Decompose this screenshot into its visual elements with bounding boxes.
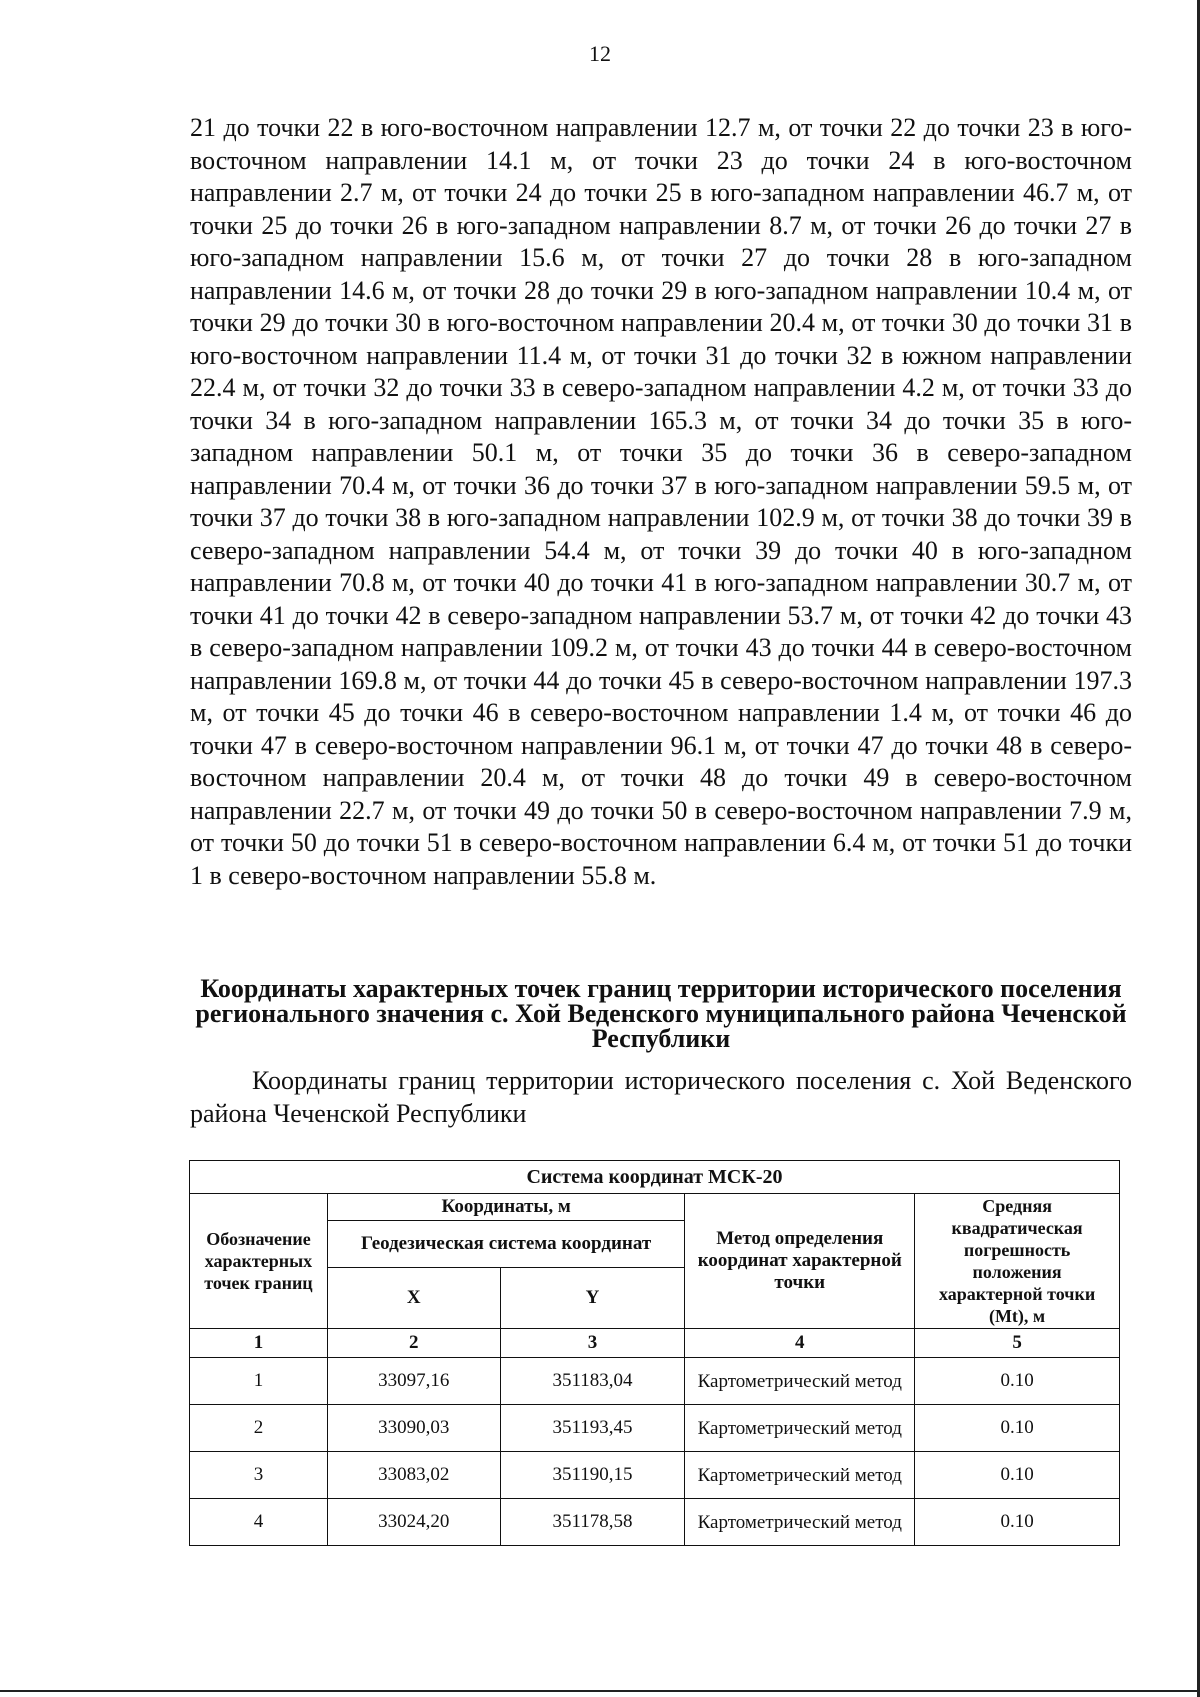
error-cell: 0.10 <box>915 1452 1120 1499</box>
page-bottom-edge <box>0 1690 1200 1692</box>
intro-paragraph: Координаты границ территории исторического поселения с. Хой Веденского района Чеченской Республики <box>190 1066 1132 1128</box>
table-row <box>190 1405 1120 1452</box>
coord-x: 33097,16 <box>327 1358 500 1405</box>
section-heading: Координаты характерных точек границ территории исторического поселения регионального значения с. Хой Веденского муниципального района Чеченской Республики <box>195 974 1127 1053</box>
header-y: Y <box>500 1268 685 1329</box>
point-number: 4 <box>190 1499 328 1546</box>
index-cell: 4 <box>685 1329 915 1358</box>
index-cell: 5 <box>915 1329 1120 1358</box>
index-cell: 3 <box>500 1329 685 1358</box>
index-cell: 1 <box>190 1329 328 1358</box>
coordinate-system-title: Система координат МСК-20 <box>190 1161 1120 1194</box>
method-cell: Картометрический метод <box>685 1452 915 1499</box>
index-cell: 2 <box>327 1329 500 1358</box>
coordinates-table <box>189 1160 1120 1546</box>
table-row <box>190 1358 1120 1405</box>
header-designation: Обозначение характерных точек границ <box>190 1194 328 1329</box>
coord-x: 33090,03 <box>327 1405 500 1452</box>
body-paragraph: 21 до точки 22 в юго-восточном направлении 12.7 м, от точки 22 до точки 23 в юго-восточном направлении 14.1 м, от точки 23 до точки 24 в юго-восточном направлении 2.7 м, от точки 24 до точки 25 в юго-западном направлении 46.7 м, от точки 25 до точки 26 в юго-западном направлении 8.7 м, от точки 26 до точки 27 в юго-западном направлении 15.6 м, от точки 27 до точки 28 в юго-западном направлении 14.6 м, от точки 28 до точки 29 в юго-западном направлении 10.4 м, от точки 29 до точки 30 в юго-восточном направлении 20.4 м, от точки 30 до точки 31 в юго-восточном направлении 11.4 м, от точки 31 до точки 32 в южном направлении 22.4 м, от точки 32 до точки 33 в северо-западном направлении 4.2 м, от точки 33 до точки 34 в юго-западном направлении 165.3 м, от точки 34 до точки 35 в юго-западном направлении 50.1 м, от точки 35 до точки 36 в северо-западном направлении 70.4 м, от точки 36 до точки 37 в юго-западном направлении 59.5 м, от точки 37 до точки 38 в юго-западном направлении 102.9 м, от точки 38 до точки 39 в северо-западном направлении 54.4 м, от точки 39 до точки 40 в юго-западном направлении 70.8 м, от точки 40 до точки 41 в юго-западном направлении 30.7 м, от точки 41 до точки 42 в северо-западном направлении 53.7 м, от точки 42 до точки 43 в северо-западном направлении 109.2 м, от точки 43 до точки 44 в северо-восточном направлении 169.8 м, от точки 44 до точки 45 в северо-восточном направлении 197.3 м, от точки 45 до точки 46 в северо-восточном направлении 1.4 м, от точки 46 до точки 47 в северо-восточном направлении 96.1 м, от точки 47 до точки 48 в северо-восточном направлении 20.4 м, от точки 48 до точки 49 в северо-восточном направлении 22.7 м, от точки 49 до точки 50 в северо-восточном направлении 7.9 м, от точки 50 до точки 51 в северо-восточном направлении 6.4 м, от точки 51 до точки 1 в северо-восточном направлении 55.8 м. <box>190 113 1132 890</box>
header-x: X <box>327 1268 500 1329</box>
table-row <box>190 1452 1120 1499</box>
header-method: Метод определения координат характерной точки <box>685 1194 915 1329</box>
page-number: 12 <box>589 41 611 66</box>
method-cell: Картометрический метод <box>685 1358 915 1405</box>
header-error: Средняя квадратическая погрешность положения характерной точки (Mt), м <box>915 1194 1120 1329</box>
method-cell: Картометрический метод <box>685 1499 915 1546</box>
point-number: 1 <box>190 1358 328 1405</box>
point-number: 2 <box>190 1405 328 1452</box>
header-geodetic-system: Геодезическая система координат <box>327 1221 684 1268</box>
error-cell: 0.10 <box>915 1405 1120 1452</box>
coord-y: 351190,15 <box>500 1452 685 1499</box>
table-row <box>190 1499 1120 1546</box>
method-cell: Картометрический метод <box>685 1405 915 1452</box>
error-cell: 0.10 <box>915 1358 1120 1405</box>
coord-y: 351193,45 <box>500 1405 685 1452</box>
coord-x: 33083,02 <box>327 1452 500 1499</box>
coord-y: 351183,04 <box>500 1358 685 1405</box>
point-number: 3 <box>190 1452 328 1499</box>
coord-x: 33024,20 <box>327 1499 500 1546</box>
coord-y: 351178,58 <box>500 1499 685 1546</box>
header-coordinates: Координаты, м <box>327 1194 684 1221</box>
error-cell: 0.10 <box>915 1499 1120 1546</box>
